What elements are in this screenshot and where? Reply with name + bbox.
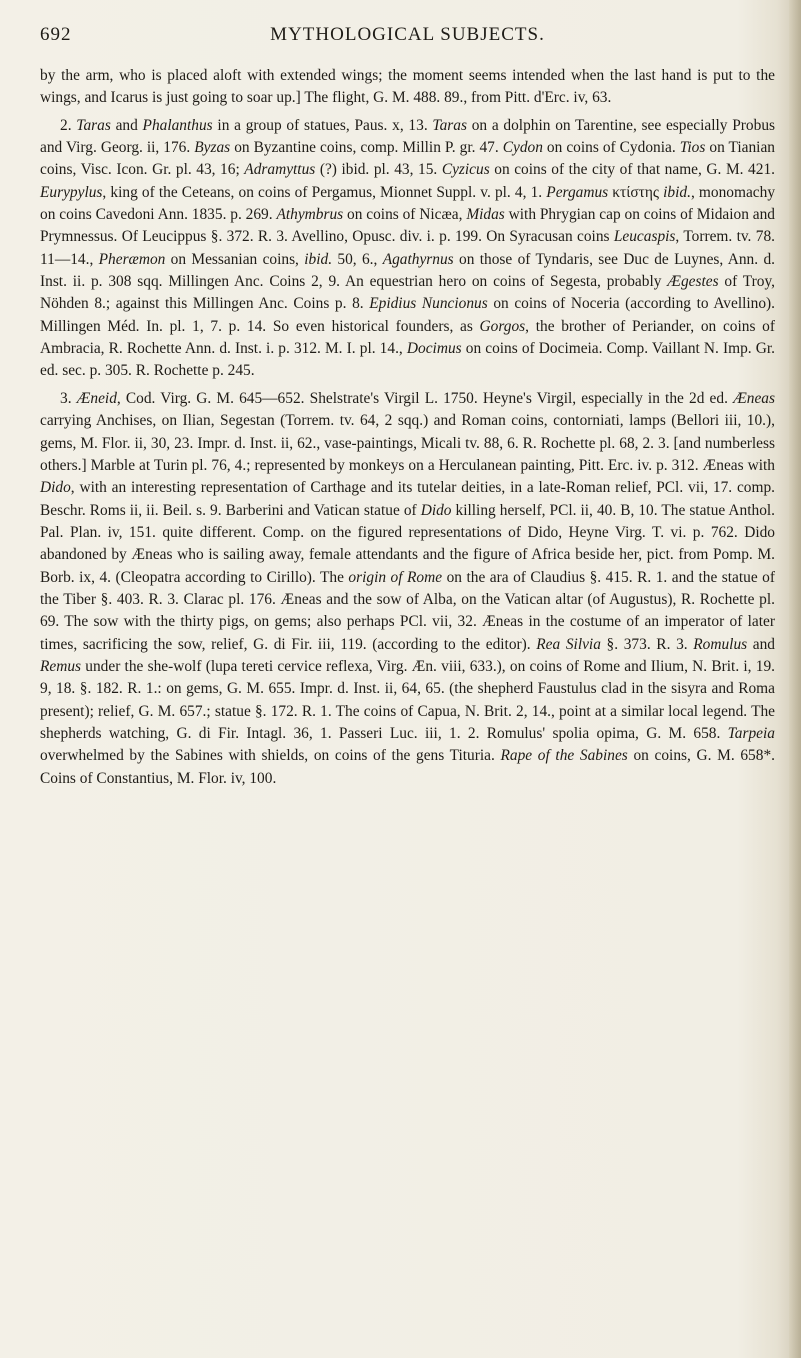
text-run: on coins, G. M. 658*. Coins of Constantius, M. Flor. iv, 100.	[40, 747, 775, 787]
italic-term: Phalanthus	[142, 116, 213, 134]
text-run: 2.	[60, 116, 77, 134]
page-edge	[789, 0, 801, 1358]
text-run: and	[747, 635, 776, 653]
paragraph-2	[40, 115, 775, 383]
italic-term: Byzas	[194, 139, 231, 157]
text-run: (?) ibid. pl. 43, 15.	[315, 161, 442, 179]
running-title: MYTHOLOGICAL SUBJECTS.	[270, 24, 545, 45]
text-run: overwhelmed by the Sabines with shields, on coins of the gens Tituria.	[40, 747, 501, 765]
text-run: on the ara of Claudius §. 415. R. 1. and the statue of the Tiber §. 403. R. 3. Clarac pl. 176. Æneas and the sow of Alba, on the Vatican altar (of Augustus), R. Rochette pl. 69. The sow with the thirty pigs, on gems; also perhaps PCl. vii, 32. Æneas in the costume of an imperator of later times, sacrificing the sow, relief, G. di Fir. iii, 119. (according to the editor).	[40, 568, 776, 653]
italic-term: Æneas	[733, 389, 775, 407]
text-run: , Torrem. tv. 78. 11—14.,	[40, 228, 775, 268]
italic-term: Romulus	[693, 635, 748, 653]
italic-term: Cyzicus	[441, 161, 490, 179]
italic-term: Midas	[466, 206, 505, 224]
italic-term: Pergamus	[546, 183, 609, 201]
text-run: , monomachy on coins Cavedoni Ann. 1835. p. 269.	[40, 183, 776, 224]
italic-term: Leucaspis	[613, 228, 676, 246]
italic-term: Cydon	[502, 139, 543, 157]
text-run: killing herself, PCl. ii, 40. B, 10. The statue Anthol. Pal. Plan. iv, 151. quite different. Comp. on the figured representations of Dido, Heyne Virg. T. vi. p. 762. Dido abandoned by Æneas who is sailing away, female attendants and the figure of Africa beside her, pict. from Pomp. M. Borb. ix, 4. (Cleopatra according to Cirillo). The	[40, 501, 776, 586]
text-run: , with an interesting representation of Carthage and its tutelar deities, in a late-Roman relief, PCl. vii, 17. comp. Beschr. Roms ii, ii. Beil. s. 9. Barberini and Vatican statue of	[40, 479, 775, 519]
italic-term: Adramyttus	[244, 161, 316, 179]
body-text	[40, 65, 775, 790]
italic-term: Æneid	[76, 389, 117, 407]
paragraph-3	[40, 388, 775, 790]
text-run: on Tianian coins, Visc. Icon. Gr. pl. 43, 16;	[40, 139, 775, 179]
italic-term: Rea Silvia	[536, 635, 601, 653]
text-run: , king of the Ceteans, on coins of Pergamus, Mionnet Suppl. v. pl. 4, 1.	[102, 183, 547, 201]
italic-term: Pheræmon	[98, 250, 166, 268]
italic-term: Tarpeia	[727, 724, 775, 742]
text-run: , the brother of Periander, on coins of Ambracia, R. Rochette Ann. d. Inst. i. p. 312. M. I. pl. 14.,	[40, 317, 775, 358]
text-run: on coins of Noceria (according to Avellino). Millingen Méd. In. pl. 1, 7. p. 14. So even historical founders, as	[40, 295, 776, 335]
paragraph-1	[40, 65, 775, 110]
italic-term: Docimus	[406, 340, 462, 358]
text-run: , Cod. Virg. G. M. 645—652. Shelstrate's Virgil L. 1750. Heyne's Virgil, especially in the 2d ed.	[116, 389, 734, 407]
italic-term: Dido	[40, 479, 71, 497]
italic-term: origin of Rome	[348, 568, 443, 586]
italic-term: Tios	[679, 139, 706, 157]
text-run: by the arm, who is placed aloft with extended wings; the moment seems intended when the last hand is put to the wings, and Icarus is just going to soar up.] The flight, G. M. 488. 89., from Pitt. d'Erc. iv, 63.	[40, 67, 775, 107]
italic-term: Remus	[40, 657, 82, 675]
text-run: in a group of statues, Paus. x, 13.	[212, 116, 433, 134]
text-run: on those of Tyndaris, see Duc de Luynes, Ann. d. Inst. ii. p. 308 sqq. Millingen Anc. Coins 2, 9. An equestrian hero on coins of Segesta, probably	[40, 250, 775, 291]
italic-term: ibid.	[304, 250, 333, 268]
text-run: under the she-wolf (lupa tereti cervice reflexa, Virg. Æn. viii, 633.), on coins of Rome and Ilium, N. Brit. i, 19. 9, 18. §. 182. R. 1.: on gems, G. M. 655. Impr. d. Inst. ii, 64, 65. (the shepherd Faustulus clad in the sisyra and Roma present); relief, G. M. 657.; statue §. 172. R. 1. The coins of Capua, N. Brit. 2, 14., point at a similar local legend. The shepherds watching, G. di Fir. Intagl. 36, 1. Passeri Luc. iii, 1. 2. Romulus' spolia opima, G. M. 658.	[40, 657, 775, 742]
text-run: on Messanian coins,	[165, 250, 305, 268]
page-header	[40, 24, 775, 50]
text-run: κτίστης	[608, 183, 664, 201]
italic-term: Taras	[432, 116, 467, 134]
italic-term: Gorgos	[479, 317, 526, 335]
text-run: with Phrygian cap on coins of Midaion and Prymnessus. Of Leucippus §. 372. R. 3. Avellino, Opusc. div. i. p. 199. On Syracusan coins	[40, 206, 776, 246]
italic-term: Dido	[420, 501, 452, 519]
text-run: carrying Anchises, on Ilian, Segestan (Torrem. tv. 64, 2 sqq.) and Roman coins, contorniati, lamps (Bellori iii, 10.), gems, M. Flor. ii, 30, 23. Impr. d. Inst. ii, 62., vase-paintings, Micali tv. 88, 6. R. Rochette pl. 68, 2. 3. [and numberless others.] Marble at Turin pl. 76, 4.; represented by monkeys on a Herculanean painting, Pitt. Erc. iv. p. 312. Æneas with	[40, 412, 775, 474]
text-run: on a dolphin on Tarentine, see especially Probus and Virg. Georg. ii, 176.	[40, 116, 775, 157]
italic-term: Agathyrnus	[382, 250, 454, 268]
text-run: on coins of Nicæa,	[343, 206, 467, 224]
text-run: §. 373. R. 3.	[600, 635, 694, 653]
italic-term: ibid.	[663, 183, 691, 201]
italic-term: Athymbrus	[276, 206, 344, 224]
text-run: 50, 6.,	[332, 250, 383, 268]
italic-term: Eurypylus	[40, 183, 103, 201]
page-number: 692	[40, 24, 72, 45]
italic-term: Rape of the Sabines	[500, 747, 628, 765]
text-run: on coins of the city of that name, G. M. 421.	[489, 161, 775, 179]
text-run: and	[110, 116, 143, 134]
text-run: on coins of Cydonia.	[542, 139, 680, 157]
text-run: of Troy, Nöhden 8.; against this Millingen Anc. Coins p. 8.	[40, 273, 775, 313]
text-run: on coins of Docimeia. Comp. Vaillant N. Imp. Gr. ed. sec. p. 305. R. Rochette p. 245.	[40, 340, 775, 380]
italic-term: Epidius Nuncionus	[369, 295, 488, 313]
text-run: on Byzantine coins, comp. Millin P. gr. 47.	[230, 139, 503, 157]
italic-term: Taras	[76, 116, 111, 134]
text-run: 3.	[60, 389, 77, 407]
italic-term: Ægestes	[667, 273, 719, 291]
